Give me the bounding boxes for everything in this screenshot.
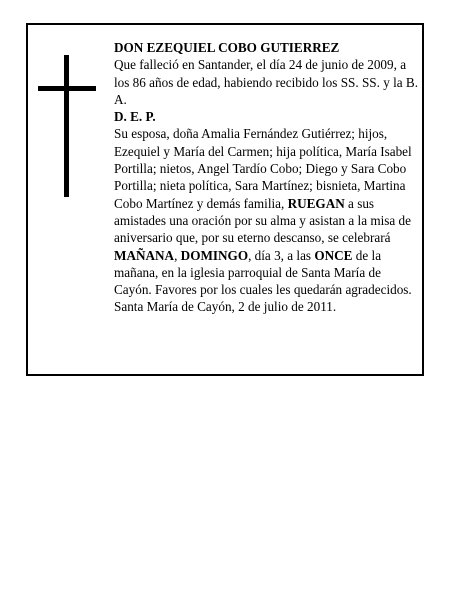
- cross-horizontal-bar: [38, 86, 96, 91]
- family-list: Su esposa, doña Amalia Fernández Gutiérrez; hijos, Ezequiel y María del Carmen; hija política, María Isabel Portilla; nietos, Angel Tardío Cobo; Diego y Sara Cobo Portilla; nieta política, Sara Martínez; bisnieta, Martina Cobo Martínez y demás familia,: [114, 126, 412, 211]
- family-paragraph: [114, 125, 420, 298]
- request-text-2: , día 3, a las: [248, 247, 315, 263]
- request-text-3: de la mañana, en la iglesia parroquial de Santa María de Cayón. Favores por los cuales les quedarán agradecidos.: [114, 247, 412, 298]
- obituary-notice: [26, 23, 424, 376]
- deceased-name: DON EZEQUIEL COBO GUTIERREZ: [114, 40, 340, 55]
- cross-vertical-bar: [64, 55, 69, 197]
- notice-text: [114, 39, 420, 316]
- once-word: ONCE: [314, 247, 353, 263]
- place-and-date: Santa María de Cayón, 2 de julio de 2011.: [114, 299, 337, 315]
- death-details: Que falleció en Santander, el día 24 de junio de 2009, a los 86 años de edad, habiendo recibido los SS. SS. y la B. A.: [114, 57, 419, 107]
- request-text-1: a sus amistades una oración por su alma y asistan a la misa de aniversario que, por su eterno descanso, se celebrará: [114, 195, 411, 246]
- ruegan-word: RUEGAN: [287, 195, 345, 211]
- domingo-word: DOMINGO: [180, 247, 249, 263]
- cross-icon: [38, 55, 98, 197]
- comma-separator: ,: [174, 247, 181, 263]
- dep-line: D. E. P.: [114, 109, 156, 125]
- manana-word: MAÑANA: [114, 247, 175, 263]
